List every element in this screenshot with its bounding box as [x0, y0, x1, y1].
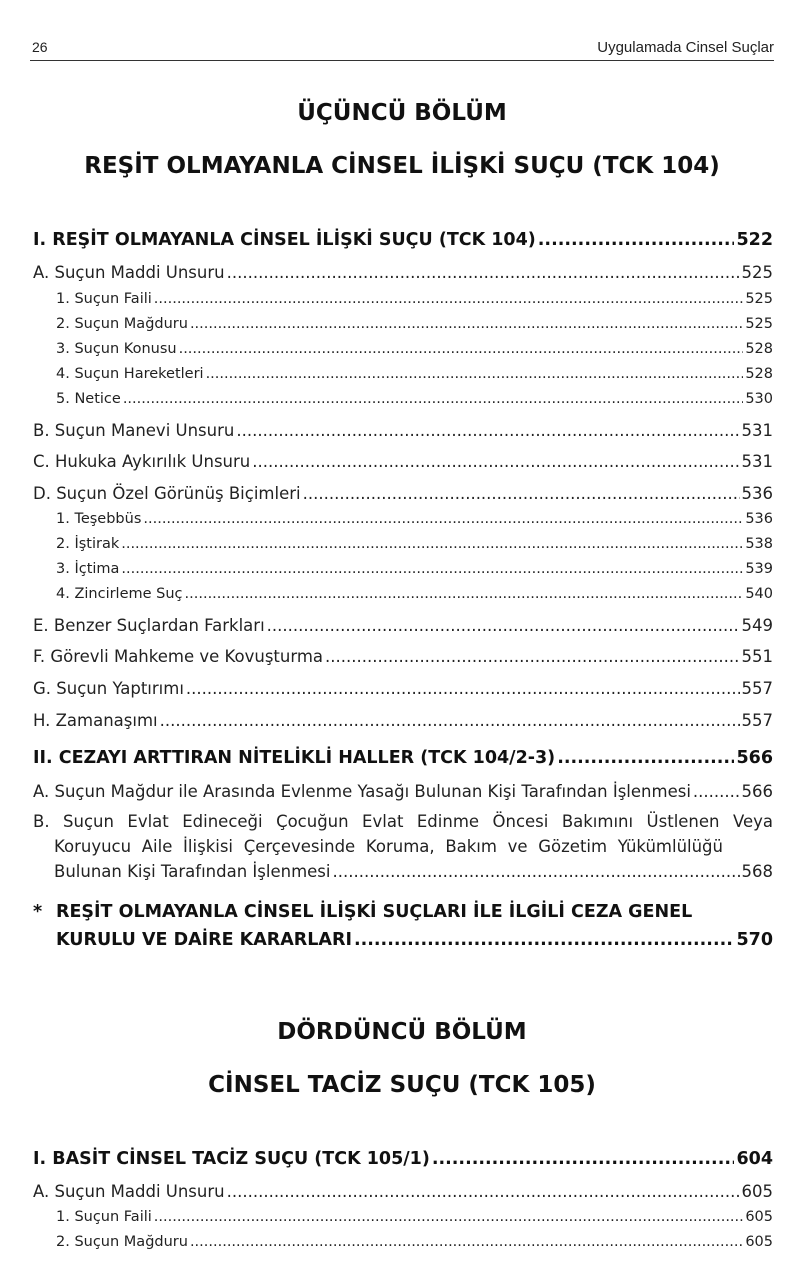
toc-entry-page: 568 — [741, 862, 773, 881]
toc-entry-page: 539 — [745, 561, 773, 577]
toc-entry-subsection[interactable] — [33, 1182, 773, 1201]
toc-entry-label: II. CEZAYI ARTTIRAN NİTELİKLİ HALLER (TCK 104/2-3) — [33, 748, 556, 768]
toc-entry-label: E. Benzer Suçlardan Farkları — [33, 616, 265, 635]
toc-entry-page: 566 — [736, 748, 773, 768]
toc-entry-label: A. Suçun Maddi Unsuru — [33, 263, 225, 282]
toc-entry-subsection[interactable] — [33, 647, 773, 666]
dot-leader — [190, 1234, 743, 1250]
toc-entry-label-line2: KURULU VE DAİRE KARARLARI — [56, 930, 352, 950]
dot-leader — [267, 616, 740, 635]
toc-entry-label: 4. Zincirleme Suç — [56, 586, 183, 602]
toc-entry-subsection[interactable] — [33, 782, 773, 801]
dot-leader — [236, 421, 739, 440]
toc-entry-subsection[interactable] — [33, 679, 773, 698]
toc-entry-label: 4. Suçun Hareketleri — [56, 366, 204, 382]
toc-entry-label: 3. Suçun Konusu — [56, 341, 177, 357]
toc-entry-page: 605 — [745, 1234, 773, 1250]
chapter-subheading: REŞİT OLMAYANLA CİNSEL İLİŞKİ SUÇU (TCK 104) — [84, 153, 720, 179]
toc-entry-item[interactable] — [56, 1209, 773, 1225]
toc-entry-decisions[interactable] — [33, 902, 773, 958]
toc-entry-label: H. Zamanaşımı — [33, 711, 158, 730]
toc-entry-page: 551 — [741, 647, 773, 666]
toc-entry-item[interactable] — [56, 316, 773, 332]
dot-leader — [325, 647, 739, 666]
chapter-heading: DÖRDÜNCÜ BÖLÜM — [277, 1019, 527, 1045]
toc-entry-item[interactable] — [56, 536, 773, 552]
toc-entry-item[interactable] — [56, 291, 773, 307]
toc-entry-page: 604 — [736, 1149, 773, 1169]
page-header — [30, 30, 774, 61]
dot-leader — [303, 484, 740, 503]
dot-leader — [143, 511, 743, 527]
toc-entry-page: 605 — [741, 1182, 773, 1201]
toc-entry-subsection[interactable] — [33, 452, 773, 471]
toc-entry-label: 2. Suçun Mağduru — [56, 316, 188, 332]
toc-entry-page: 522 — [736, 230, 773, 250]
toc-entry-label: I. REŞİT OLMAYANLA CİNSEL İLİŞKİ SUÇU (TCK 104) — [33, 230, 536, 250]
dot-leader — [538, 230, 735, 250]
toc-entry-item[interactable] — [56, 511, 773, 527]
dot-leader — [179, 341, 744, 357]
dot-leader — [185, 586, 744, 602]
toc-entry-subsection[interactable] — [33, 616, 773, 635]
toc-entry-page: 528 — [745, 341, 773, 357]
chapter-subheading: CİNSEL TACİZ SUÇU (TCK 105) — [208, 1072, 596, 1098]
toc-entry-label: 1. Suçun Faili — [56, 291, 152, 307]
dot-leader — [160, 711, 740, 730]
chapter-heading: ÜÇÜNCÜ BÖLÜM — [297, 100, 507, 126]
toc-entry-page: 557 — [741, 679, 773, 698]
toc-entry-label: A. Suçun Maddi Unsuru — [33, 1182, 225, 1201]
toc-entry-page: 531 — [741, 421, 773, 440]
toc-entry-page: 557 — [741, 711, 773, 730]
toc-entry-subsection[interactable] — [33, 711, 773, 730]
toc-entry-label: 5. Netice — [56, 391, 121, 407]
toc-entry-page: 525 — [745, 316, 773, 332]
dot-leader — [354, 930, 735, 950]
dot-leader — [154, 291, 744, 307]
toc-entry-page: 538 — [745, 536, 773, 552]
toc-entry-label: C. Hukuka Aykırılık Unsuru — [33, 452, 251, 471]
dot-leader — [227, 263, 740, 282]
dot-leader — [121, 536, 743, 552]
dot-leader — [227, 1182, 740, 1201]
toc-entry-label-line3: Bulunan Kişi Tarafından İşlenmesi — [54, 862, 331, 881]
toc-entry-label: B. Suçun Manevi Unsuru — [33, 421, 235, 440]
dot-leader — [557, 748, 734, 768]
toc-entry-subsection[interactable] — [33, 263, 773, 282]
toc-entry-page: 566 — [741, 782, 773, 801]
toc-entry-page: 531 — [741, 452, 773, 471]
page-number: 26 — [32, 39, 48, 55]
toc-entry-label-line1: B. Suçun Evlat Edineceği Çocuğun Evlat Edinme Öncesi Bakımını Üstlenen Veya — [33, 812, 773, 831]
toc-entry-item[interactable] — [56, 341, 773, 357]
toc-entry-label: 1. Suçun Faili — [56, 1209, 152, 1225]
toc-entry-multiline[interactable] — [33, 812, 773, 887]
dot-leader — [432, 1149, 735, 1169]
toc-entry-label-line2: Koruyucu Aile İlişkisi Çerçevesinde Koruma, Bakım ve Gözetim Yükümlülüğü — [54, 837, 723, 856]
dot-leader — [206, 366, 744, 382]
toc-entry-label: 3. İçtima — [56, 561, 120, 577]
toc-entry-page: 525 — [741, 263, 773, 282]
toc-entry-label: 2. Suçun Mağduru — [56, 1234, 188, 1250]
toc-entry-page: 528 — [745, 366, 773, 382]
toc-entry-label: 1. Teşebbüs — [56, 511, 142, 527]
dot-leader — [252, 452, 739, 471]
asterisk-marker: * — [33, 902, 43, 922]
toc-entry-subsection[interactable] — [33, 421, 773, 440]
running-title: Uygulamada Cinsel Suçlar — [597, 39, 774, 56]
toc-entry-item[interactable] — [56, 366, 773, 382]
toc-entry-section[interactable] — [33, 230, 773, 250]
dot-leader — [332, 862, 739, 881]
toc-entry-page: 536 — [745, 511, 773, 527]
toc-entry-item[interactable] — [56, 391, 773, 407]
dot-leader — [154, 1209, 744, 1225]
dot-leader — [190, 316, 743, 332]
toc-entry-item[interactable] — [56, 561, 773, 577]
toc-entry-page: 525 — [745, 291, 773, 307]
toc-entry-page: 570 — [736, 930, 773, 950]
toc-entry-label: F. Görevli Mahkeme ve Kovuşturma — [33, 647, 324, 666]
toc-entry-label: 2. İştirak — [56, 536, 120, 552]
dot-leader — [693, 782, 740, 801]
toc-entry-section[interactable] — [33, 748, 773, 768]
toc-entry-section[interactable] — [33, 1149, 773, 1169]
dot-leader — [121, 561, 743, 577]
toc-entry-item[interactable] — [56, 1234, 773, 1250]
dot-leader — [186, 679, 740, 698]
toc-entry-label: A. Suçun Mağdur ile Arasında Evlenme Yasağı Bulunan Kişi Tarafından İşlenmesi — [33, 782, 691, 801]
toc-entry-item[interactable] — [56, 586, 773, 602]
toc-entry-label: G. Suçun Yaptırımı — [33, 679, 184, 698]
toc-entry-subsection[interactable] — [33, 484, 773, 503]
dot-leader — [123, 391, 743, 407]
toc-entry-label: I. BASİT CİNSEL TACİZ SUÇU (TCK 105/1) — [33, 1149, 430, 1169]
toc-entry-page: 530 — [745, 391, 773, 407]
toc-entry-page: 540 — [745, 586, 773, 602]
toc-entry-label: D. Suçun Özel Görünüş Biçimleri — [33, 484, 301, 503]
toc-entry-page: 536 — [741, 484, 773, 503]
toc-entry-page: 549 — [741, 616, 773, 635]
toc-entry-label-line1: REŞİT OLMAYANLA CİNSEL İLİŞKİ SUÇLARI İLE İLGİLİ CEZA GENEL — [56, 902, 693, 922]
toc-entry-page: 605 — [745, 1209, 773, 1225]
